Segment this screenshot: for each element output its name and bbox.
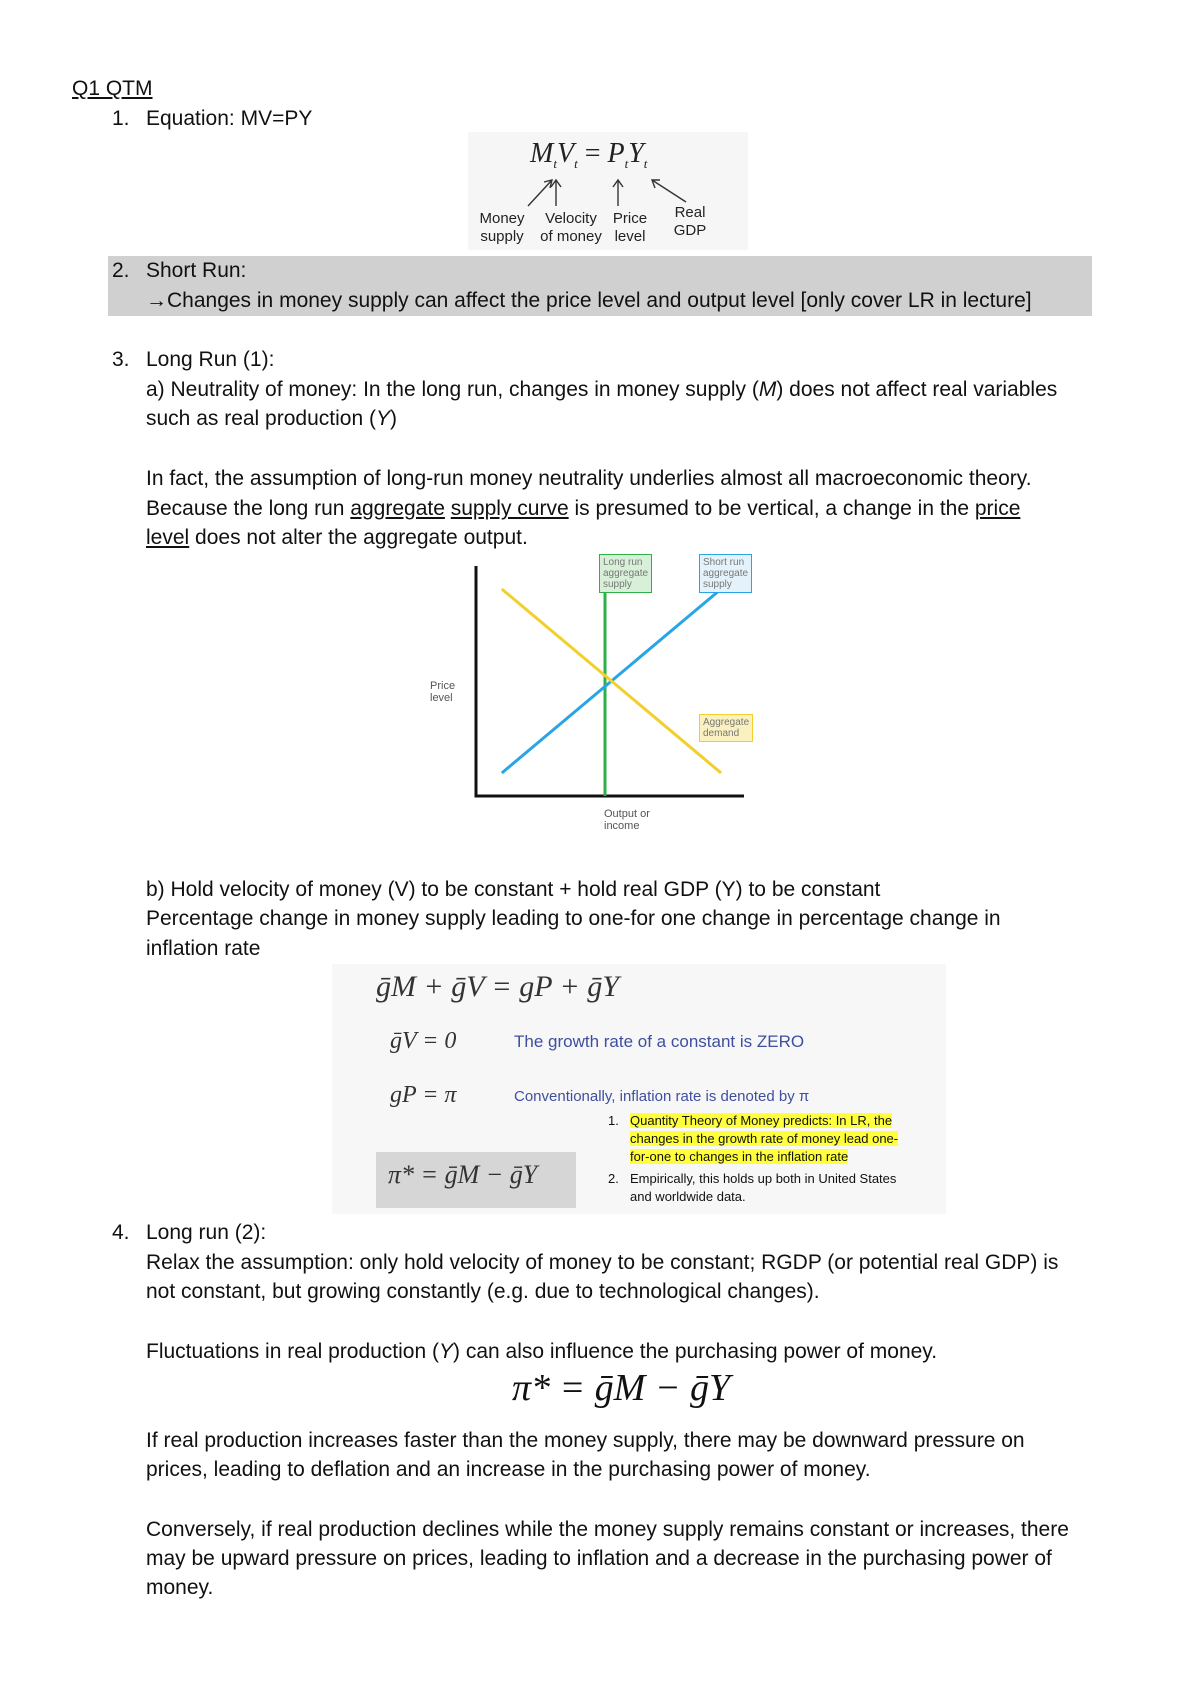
aggregate-link[interactable]: aggregate <box>350 497 445 520</box>
relax-assumption-line-1: Relax the assumption: only hold velocity of money to be constant; RGDP (or potential real GDP) is <box>146 1251 1059 1274</box>
fluctuations-line: Fluctuations in real production (Y) can also influence the purchasing power of money. <box>146 1340 938 1363</box>
qtm-equation-figure <box>468 132 748 250</box>
gdp-label: GDP <box>673 222 707 239</box>
long-run-1-title: Long Run (1): <box>146 348 275 371</box>
inflation-paragraph-line-3: money. <box>146 1576 214 1599</box>
level-label: level <box>614 228 646 245</box>
section-1-text: Equation: MV=PY <box>146 107 313 130</box>
inflation-paragraph-line-1: Conversely, if real production declines while the money supply remains constant or increases, there <box>146 1518 1069 1541</box>
inflation-equation: π* = ḡM − ḡY <box>512 1367 731 1409</box>
velocity-label: Velocity <box>545 210 597 227</box>
neutrality-paragraph-line-2: Because the long run aggregate supply curve is presumed to be vertical, a change in the price <box>146 497 1021 520</box>
money-label: Money <box>479 210 525 227</box>
supply-label: supply <box>480 228 524 245</box>
hold-velocity-line-2: Percentage change in money supply leading to one-for one change in percentage change in <box>146 907 1001 930</box>
deflation-paragraph-line-1: If real production increases faster than the money supply, there may be downward pressure on <box>146 1429 1025 1452</box>
list-number: 2. <box>112 259 130 282</box>
list-number: 2. <box>608 1171 619 1186</box>
deflation-paragraph-line-2: prices, leading to deflation and an increase in the purchasing power of money. <box>146 1458 871 1481</box>
equation-inflation: gP = π <box>390 1082 457 1108</box>
hold-velocity-line-1: b) Hold velocity of money (V) to be constant + hold real GDP (Y) to be constant <box>146 878 881 901</box>
inflation-paragraph-line-2: may be upward pressure on prices, leading to inflation and a decrease in the purchasing power of <box>146 1547 1052 1570</box>
neutrality-line-1: a) Neutrality of money: In the long run, changes in money supply (M) does not affect real variables <box>146 378 1058 401</box>
of-money-label: of money <box>540 228 602 245</box>
relax-assumption-line-2: not constant, but growing constantly (e.g. due to technological changes). <box>146 1280 820 1303</box>
equation-growth: ḡM + ḡV = gP + ḡY <box>376 970 619 1003</box>
key-equation: π* = ḡM − ḡY <box>388 1160 538 1189</box>
neutrality-paragraph-line-3: level does not alter the aggregate output. <box>146 526 528 549</box>
real-label: Real <box>674 204 706 221</box>
growth-equations-figure: ḡM + ḡV = gP + ḡY ḡV = 0 The growth rate of a constant is ZERO gP = π Conventionally, inflation rate is denoted by π π* = ḡM − ḡY 1. Quantity Theory of Money predicts: In LR, the changes in the growth rate of money lead one- for-one to changes in the inflation rate 2. Empirically, this holds up both in United States and worldwide data. <box>332 964 946 1214</box>
long-run-2-title: Long run (2): <box>146 1221 267 1244</box>
supply-curve-link[interactable]: supply curve <box>450 497 569 520</box>
short-run-point: →Changes in money supply can affect the price level and output level [only cover LR in lecture] <box>146 289 1032 312</box>
ad-label-box: Aggregate demand <box>699 714 753 742</box>
list-number: 1. <box>608 1113 619 1128</box>
arrow-icon: → <box>146 289 167 312</box>
neutrality-line-2: such as real production (Y) <box>146 407 397 430</box>
as-ad-chart-svg <box>434 554 774 844</box>
x-axis-label: Output or income <box>604 808 650 832</box>
constant-note: The growth rate of a constant is ZERO <box>514 1032 805 1051</box>
y-axis-label: Price level <box>430 680 456 704</box>
short-run-title: Short Run: <box>146 259 247 282</box>
svg-text:MtVt = PtYt: $M_tV_t = P_tY_t$ <box>530 138 648 171</box>
neutrality-paragraph-line-1: In fact, the assumption of long-run money neutrality underlies almost all macroeconomic theory. <box>146 467 1032 490</box>
list-number: 3. <box>112 348 130 371</box>
page-title: Q1 QTM <box>72 77 153 100</box>
sras-label-box: Short run aggregate supply <box>699 554 752 593</box>
hold-velocity-line-3: inflation rate <box>146 937 261 960</box>
inflation-note: Conventionally, inflation rate is denoted by π <box>514 1088 810 1105</box>
equation-velocity-growth: ḡV = 0 <box>390 1028 457 1054</box>
as-ad-chart <box>430 554 774 844</box>
list-number: 4. <box>112 1221 130 1244</box>
level-link[interactable]: level <box>146 526 190 549</box>
price-link[interactable]: price <box>974 497 1021 520</box>
price-label: Price <box>612 210 648 227</box>
lras-label-box: Long run aggregate supply <box>599 554 652 593</box>
list-number: 1. <box>112 107 130 130</box>
